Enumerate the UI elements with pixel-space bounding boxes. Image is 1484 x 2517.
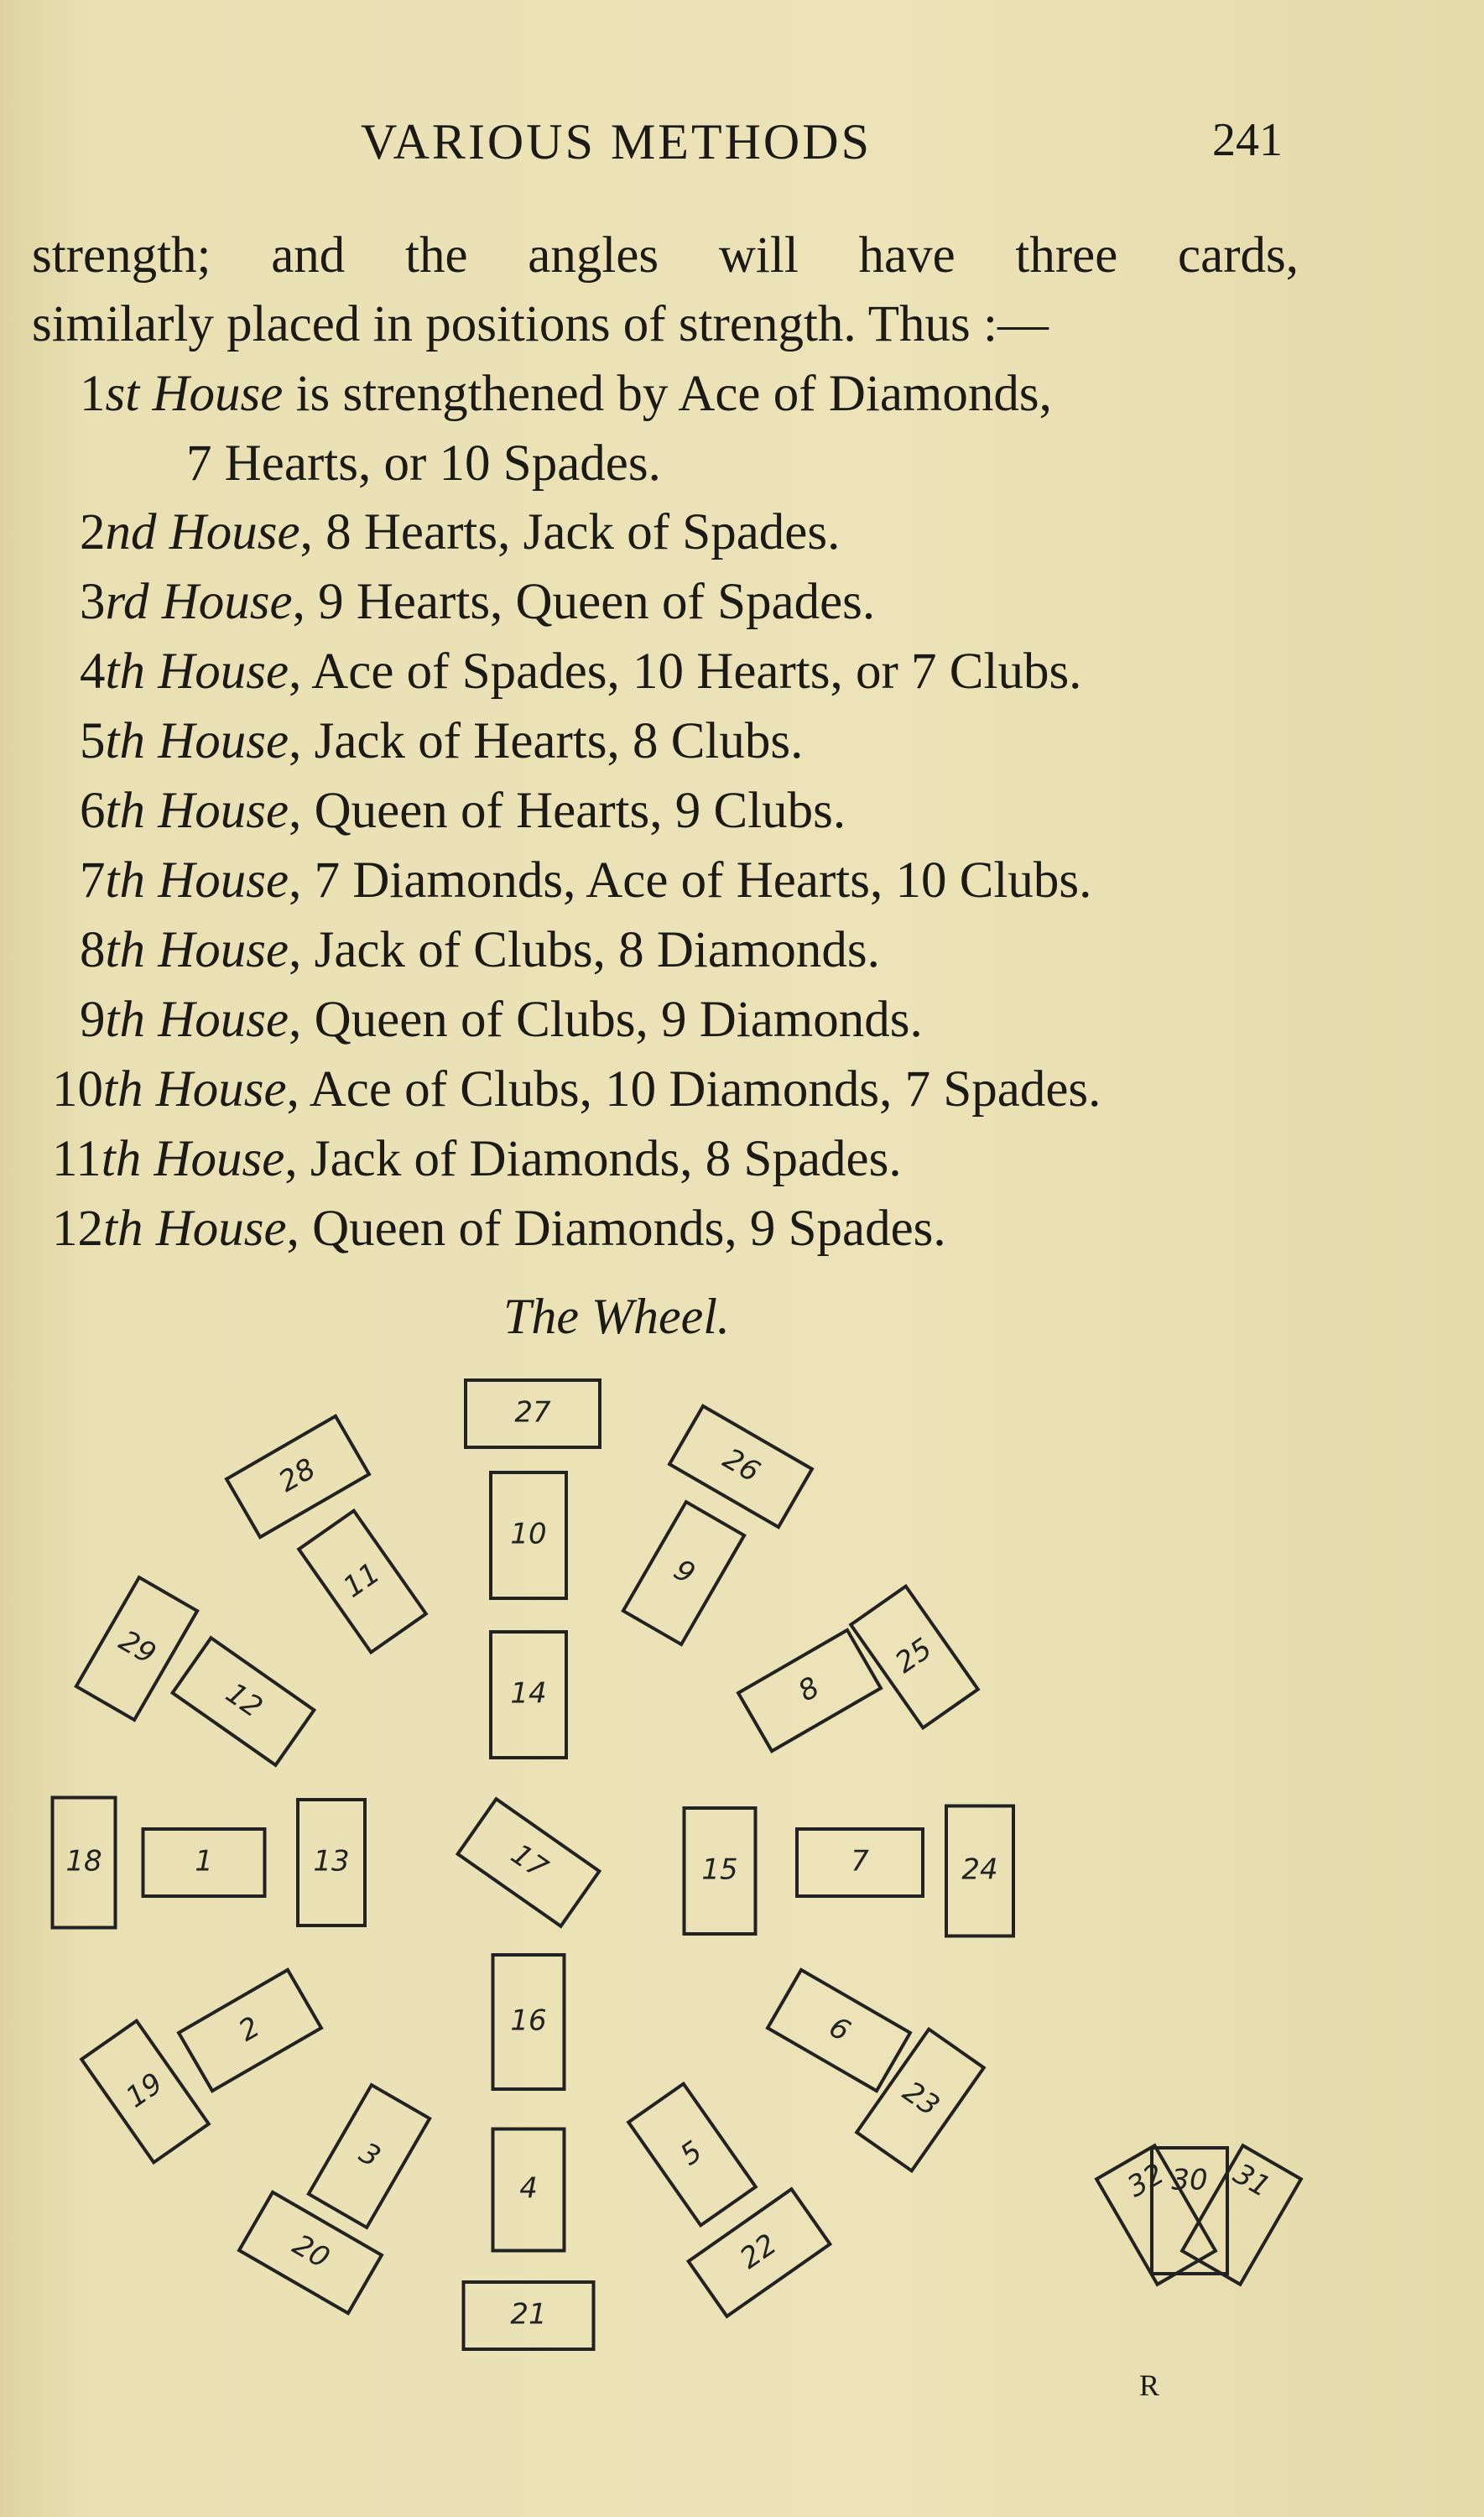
card-number: 19 (119, 2066, 169, 2115)
figure-caption: The Wheel. (503, 1289, 730, 1344)
card-position-7 (797, 1829, 923, 1896)
card-position-20 (239, 2192, 382, 2313)
house-line-11 (52, 1130, 902, 1189)
house-cards: , Jack of Clubs, 8 Diamonds. (289, 922, 880, 978)
card-number: 20 (287, 2228, 336, 2275)
card-number: 6 (823, 2009, 857, 2049)
card-number: 18 (65, 1844, 102, 1879)
card-position-26 (669, 1406, 812, 1527)
card-number: 5 (674, 2134, 709, 2173)
card-number: 11 (336, 1556, 387, 1605)
card-number: 32 (1122, 2156, 1170, 2205)
house-line-10 (52, 1060, 1101, 1119)
house-line-4 (80, 643, 1081, 701)
card-number: 25 (888, 1631, 939, 1681)
card-position-12 (173, 1638, 315, 1765)
house-number: 5 (80, 713, 106, 769)
card-number: 13 (313, 1844, 350, 1879)
house-label: House (158, 992, 289, 1048)
house-cards: , Ace of Clubs, 10 Diamonds, 7 Spades. (286, 1061, 1101, 1118)
card-position-23 (857, 2030, 984, 2171)
house-ordinal-suffix: st (105, 366, 140, 422)
house-label: House (158, 783, 289, 839)
card-position-16 (493, 1955, 565, 2089)
card-position-21 (464, 2282, 594, 2349)
house-cards: , Queen of Hearts, 9 Clubs. (289, 783, 846, 839)
card-number: 15 (701, 1853, 738, 1887)
house-number: 2 (80, 504, 106, 560)
card-number: 31 (1227, 2156, 1276, 2205)
house-number: 10 (52, 1061, 103, 1118)
card-position-1 (143, 1829, 265, 1896)
card-number: 27 (514, 1395, 551, 1430)
card-position-22 (689, 2189, 831, 2316)
card-position-10 (491, 1472, 566, 1598)
house-ordinal-suffix: th (103, 1061, 143, 1118)
house-number: 7 (80, 852, 106, 909)
house-ordinal-suffix: th (101, 1131, 142, 1187)
card-position-4 (493, 2129, 565, 2251)
card-position-8 (738, 1630, 881, 1751)
card-number: 9 (668, 1552, 701, 1592)
house-number: 6 (80, 783, 106, 839)
card-number: 10 (510, 1517, 547, 1551)
house-label: House (155, 1061, 287, 1118)
house-line-9 (80, 991, 923, 1050)
card-position-27 (466, 1380, 600, 1447)
house-line-continuation: 7 Hearts, or 10 Spades. (186, 435, 661, 492)
house-label: House (155, 1201, 287, 1257)
house-number: 12 (52, 1201, 103, 1257)
house-line-6 (80, 782, 846, 841)
running-title: VARIOUS METHODS (361, 114, 872, 169)
card-position-14 (491, 1632, 566, 1758)
card-number: 7 (851, 1844, 869, 1879)
card-position-25 (851, 1587, 978, 1728)
card-position-13 (298, 1800, 365, 1926)
card-number: 28 (273, 1451, 321, 1499)
card-position-19 (81, 2021, 209, 2163)
house-ordinal-suffix: th (105, 783, 145, 839)
card-position-11 (299, 1511, 426, 1653)
card-position-24 (946, 1806, 1013, 1936)
house-cards: , 9 Hearts, Queen of Spades. (292, 574, 876, 630)
house-cards: , 8 Hearts, Jack of Spades. (299, 504, 841, 560)
house-line-8 (80, 921, 880, 980)
house-line-7 (80, 852, 1091, 910)
house-cards: , Jack of Diamonds, 8 Spades. (284, 1131, 902, 1187)
house-ordinal-suffix: th (105, 852, 145, 909)
house-number: 4 (80, 644, 106, 700)
card-position-3 (309, 2085, 430, 2228)
house-number: 1 (80, 366, 106, 422)
house-ordinal-suffix: nd (105, 504, 157, 560)
card-number: 30 (1171, 2163, 1208, 2197)
house-label: House (152, 366, 284, 422)
house-label: House (158, 713, 289, 769)
house-label: House (169, 504, 300, 560)
house-number: 3 (80, 574, 106, 630)
card-number: 23 (896, 2074, 946, 2124)
card-number: 17 (504, 1837, 555, 1886)
card-number: 21 (510, 2297, 547, 2332)
house-number: 8 (80, 922, 106, 978)
house-label: House (158, 644, 289, 700)
card-number: 16 (510, 2004, 547, 2038)
page-header (0, 113, 1484, 172)
house-line-3 (80, 573, 875, 632)
card-position-15 (685, 1808, 756, 1934)
card-position-18 (53, 1798, 116, 1928)
house-number: 9 (80, 992, 106, 1048)
card-number: 29 (113, 1623, 162, 1671)
house-ordinal-suffix: th (105, 713, 145, 769)
house-line-12 (52, 1200, 946, 1258)
card-number: 14 (510, 1676, 547, 1711)
house-ordinal-suffix: th (105, 922, 145, 978)
page-number: 241 (1212, 114, 1283, 166)
paragraph-line: strength; and the angles will have three cards, (32, 227, 1299, 284)
house-cards: , Jack of Hearts, 8 Clubs. (289, 713, 804, 769)
card-number: 3 (353, 2135, 387, 2175)
card-position-2 (179, 1970, 321, 2091)
card-number: 8 (792, 1670, 825, 1709)
card-position-5 (628, 2084, 756, 2226)
house-cards: , Ace of Spades, 10 Hearts, or 7 Clubs. (289, 644, 1082, 700)
house-ordinal-suffix: rd (105, 574, 149, 630)
house-line-5 (80, 712, 803, 771)
card-position-6 (768, 1970, 910, 2091)
printer-signature-mark: R (1139, 2368, 1160, 2402)
card-number: 1 (195, 1844, 213, 1879)
house-number: 11 (52, 1131, 102, 1187)
card-position-9 (623, 1502, 744, 1644)
card-number: 24 (961, 1853, 998, 1887)
wheel-diagram (0, 1342, 1484, 2391)
house-label: House (154, 1131, 285, 1187)
card-position-28 (227, 1416, 369, 1537)
house-ordinal-suffix: th (105, 992, 145, 1048)
house-ordinal-suffix: th (105, 644, 145, 700)
card-number: 12 (219, 1675, 269, 1725)
house-line-2 (80, 503, 840, 562)
house-label: House (161, 574, 293, 630)
card-number: 2 (232, 2009, 266, 2049)
house-cards: , 7 Diamonds, Ace of Hearts, 10 Clubs. (289, 852, 1092, 909)
paragraph-line: similarly placed in positions of strength. Thus :— (32, 296, 1049, 352)
house-cards: , Queen of Clubs, 9 Diamonds. (289, 992, 923, 1048)
card-position-17 (458, 1799, 600, 1926)
house-line-1 (80, 365, 1052, 424)
house-cards: is strengthened by Ace of Diamonds, (283, 366, 1052, 422)
house-ordinal-suffix: th (103, 1201, 143, 1257)
card-number: 4 (519, 2171, 538, 2206)
card-number: 26 (717, 1441, 766, 1489)
house-label: House (158, 852, 289, 909)
house-cards: , Queen of Diamonds, 9 Spades. (286, 1201, 946, 1257)
card-number: 22 (733, 2227, 784, 2276)
house-label: House (158, 922, 289, 978)
